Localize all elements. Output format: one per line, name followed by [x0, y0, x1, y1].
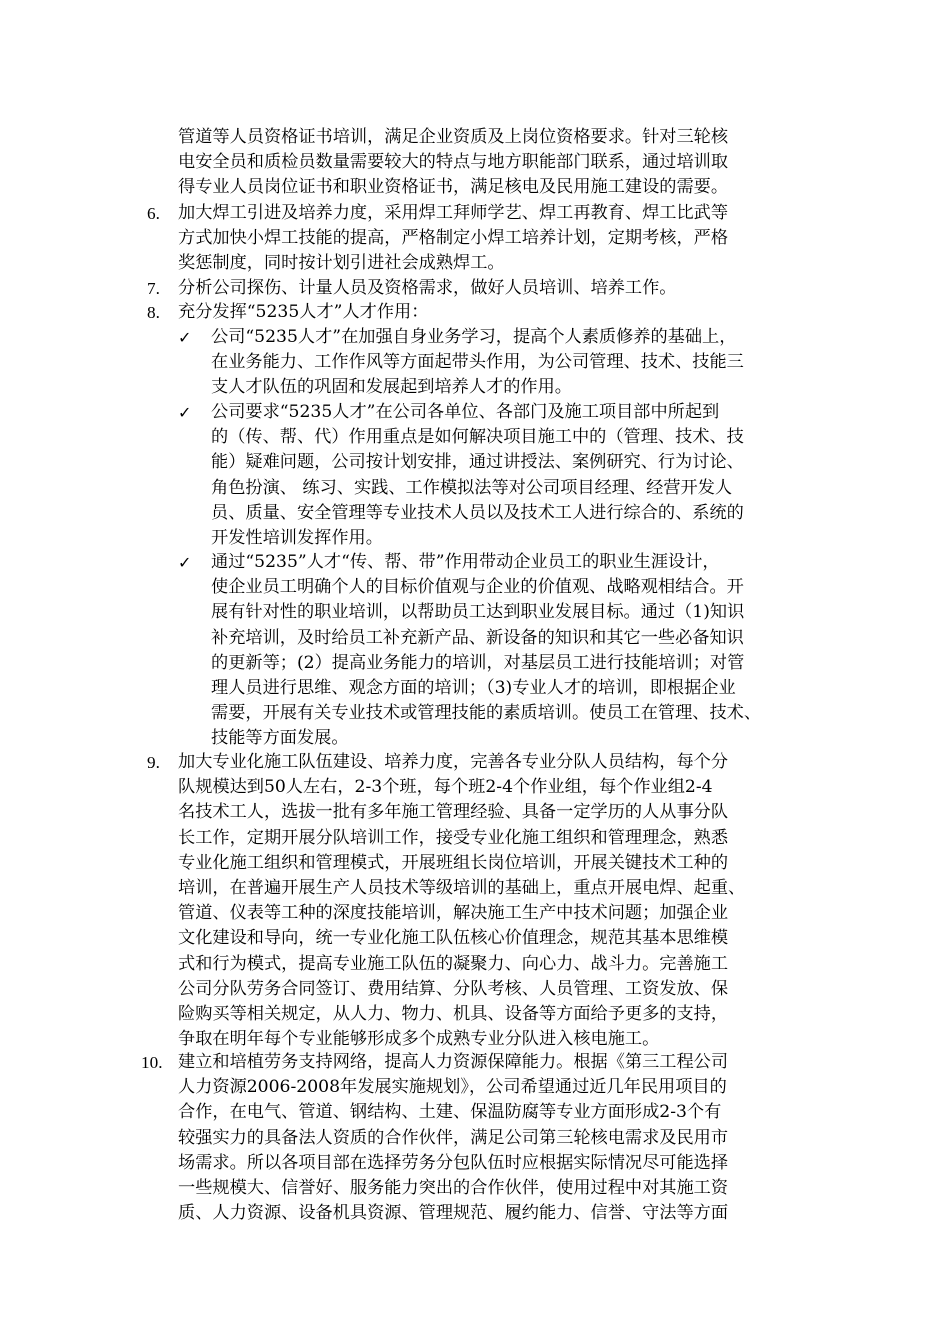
text-line: 展有针对性的职业培训，以帮助员工达到职业发展目标。通过（1)知识 [211, 602, 745, 623]
text-line: 能）疑难问题，公司按计划安排，通过讲授法、案例研究、行为讨论、 [211, 452, 744, 473]
item-number: 10. [141, 1053, 163, 1072]
text-line: 员、质量、安全管理等专业技术人员以及技术工人进行综合的、系统的 [211, 502, 744, 523]
sub-item-text [211, 400, 821, 551]
text-line: 公司“5235人才”在加强自身业务学习，提高个人素质修养的基础上， [211, 327, 737, 347]
text-line: 支人才队伍的巩固和发展起到培养人才的作用。 [211, 377, 572, 398]
text-line: 合作，在电气、管道、钢结构、土建、保温防腐等专业方面形成2-3个有 [178, 1102, 722, 1123]
text-line: 公司要求“5235人才”在公司各单位、各部门及施工项目部中所起到 [211, 402, 720, 422]
item-number: 9. [147, 753, 160, 772]
text-line: 的（传、帮、代）作用重点是如何解决项目施工中的（管理、技术、技 [211, 427, 744, 448]
text-line: 险购买等相关规定，从人力、物力、机具、设备等方面给予更多的支持， [178, 1004, 729, 1025]
text-line: 分析公司探伤、计量人员及资格需求，做好人员培训、培养工作。 [178, 278, 677, 298]
text-line: 培训，在普遍开展生产人员技术等级培训的基础上，重点开展电焊、起重、 [178, 878, 746, 899]
item-text [178, 1050, 818, 1226]
text-line: 得专业人员岗位证书和职业资格证书，满足核电及民用施工建设的需要。 [178, 177, 729, 198]
text-line: 人力资源2006-2008年发展实施规划》，公司希望通过近几年民用项目的 [178, 1077, 727, 1098]
text-line: 一些规模大、信誉好、服务能力突出的合作伙伴，使用过程中对其施工资 [178, 1178, 729, 1199]
text-line: 使企业员工明确个人的目标价值观与企业的价值观、战略观相结合。开 [211, 577, 744, 598]
item-text [178, 276, 818, 301]
text-line: 文化建设和导向，统一专业化施工队伍核心价值理念，规范其基本思维模 [178, 928, 729, 949]
check-icon: ✓ [178, 553, 192, 572]
item-text [178, 300, 818, 325]
item-number: 7. [147, 279, 160, 298]
text-line: 充分发挥“5235人才”人才作用： [178, 302, 429, 322]
text-line: 方式加快小焊工技能的提高，严格制定小焊工培养计划，定期考核，严格 [178, 228, 729, 249]
text-line: 加大专业化施工队伍建设、培养力度，完善各专业分队人员结构，每个分 [178, 752, 729, 772]
text-line: 争取在明年每个专业能够形成多个成熟专业分队进入核电施工。 [178, 1029, 660, 1050]
text-line: 开发性培训发挥作用。 [211, 528, 383, 549]
sub-item-text [211, 325, 821, 401]
text-line: 技能等方面发展。 [211, 728, 349, 749]
text-line: 建立和培植劳务支持网络，提高人力资源保障能力。根据《第三工程公司 [178, 1052, 729, 1072]
item-text [178, 750, 818, 1052]
text-line: 加大焊工引进及培养力度，采用焊工拜师学艺、焊工再教育、焊工比武等 [178, 203, 729, 223]
text-line: 队规模达到50人左右，2-3个班，每个班2-4个作业组，每个作业组2-4 [178, 777, 713, 798]
item-number: 8. [147, 303, 160, 322]
text-line: 专业化施工组织和管理模式，开展班组长岗位培训，开展关键技术工种的 [178, 852, 729, 873]
text-line: 公司分队劳务合同签订、费用结算、分队考核、人员管理、工资发放、保 [178, 978, 729, 999]
text-line: 的更新等；(2）提高业务能力的培训，对基层员工进行技能培训；对管 [211, 652, 745, 673]
text-line: 较强实力的具备法人资质的合作伙伴，满足公司第三轮核电需求及民用市 [178, 1127, 729, 1148]
text-line: 在业务能力、工作作风等方面起带头作用，为公司管理、技术、技能三 [211, 352, 744, 373]
item-number: 6. [147, 204, 160, 223]
check-icon: ✓ [178, 328, 192, 347]
text-line: 场需求。所以各项目部在选择劳务分包队伍时应根据实际情况尽可能选择 [178, 1152, 729, 1173]
text-line: 补充培训，及时给员工补充新产品、新设备的知识和其它一些必备知识 [211, 627, 744, 648]
text-line: 电安全员和质检员数量需要较大的特点与地方职能部门联系，通过培训取 [178, 152, 729, 173]
sub-item-text [211, 550, 821, 752]
text-line: 管道等人员资格证书培训，满足企业资质及上岗位资格要求。针对三轮核 [178, 127, 729, 147]
text-line: 管道、仪表等工种的深度技能培训，解决施工生产中技术问题；加强企业 [178, 903, 729, 924]
text-line: 通过“5235”人才“传、帮、带”作用带动企业员工的职业生涯设计， [211, 552, 720, 572]
text-line: 需要，开展有关专业技术或管理技能的素质培训。使员工在管理、技术、 [211, 703, 762, 724]
text-line: 式和行为模式，提高专业施工队伍的凝聚力、向心力、战斗力。完善施工 [178, 953, 729, 974]
text-line: 角色扮演、 练习、实践、工作模拟法等对公司项目经理、经营开发人 [211, 477, 733, 498]
item-text [178, 201, 818, 277]
text-line: 奖惩制度，同时按计划引进社会成熟焊工。 [178, 253, 505, 274]
text-line: 理人员进行思维、观念方面的培训；（3)专业人才的培训，即根据企业 [211, 678, 736, 699]
continuation-paragraph [178, 125, 808, 201]
text-line: 名技术工人，选拔一批有多年施工管理经验、具备一定学历的人从事分队 [178, 802, 729, 823]
check-icon: ✓ [178, 403, 192, 422]
text-line: 长工作，定期开展分队培训工作，接受专业化施工组织和管理理念，熟悉 [178, 827, 729, 848]
text-line: 质、人力资源、设备机具资源、管理规范、履约能力、信誉、守法等方面 [178, 1203, 729, 1224]
